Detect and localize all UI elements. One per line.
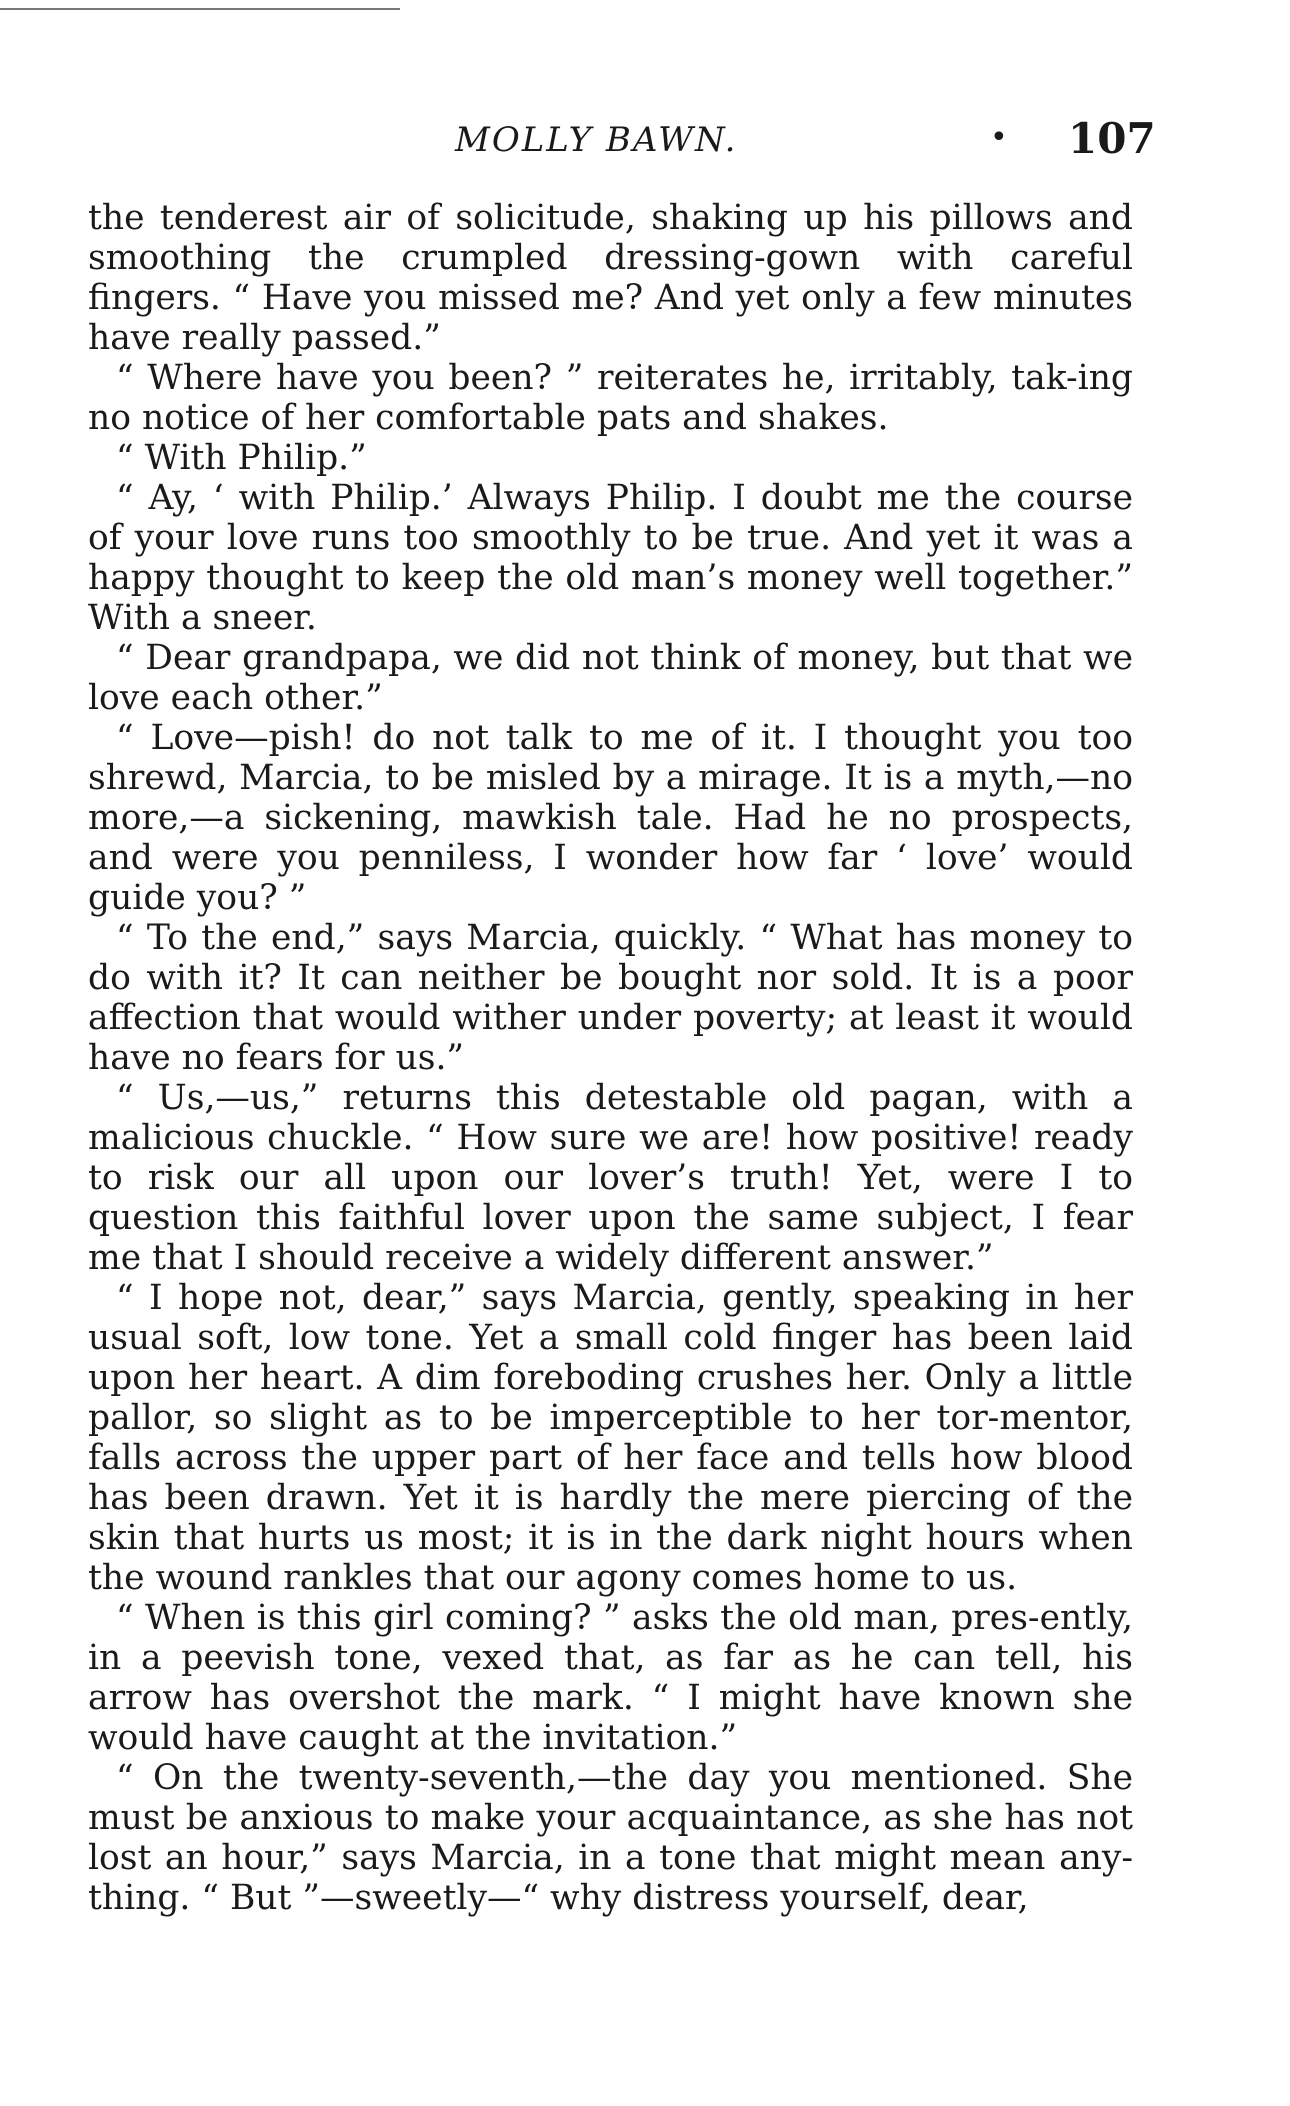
- paragraph: “ Love—pish! do not talk to me of it. I thought you too shrewd, Marcia, to be misled by a mirage. It is a myth,—no more,—a sickening, mawkish tale. Had he no prospects, and were you penniless, I wonder how far ‘ love’ would guide you? ”: [88, 718, 1133, 918]
- running-title: MOLLY BAWN.: [455, 120, 738, 160]
- paragraph: “ I hope not, dear,” says Marcia, gently, speaking in her usual soft, low tone. Yet a small cold finger has been laid upon her heart. A dim foreboding crushes her. Only a little pallor, so slight as to be imperceptible to her tor-mentor, falls across the upper part of her face and tells how blood has been drawn. Yet it is hardly the mere piercing of the skin that hurts us most; it is in the dark night hours when the wound rankles that our agony comes home to us.: [88, 1278, 1133, 1598]
- top-rule: [0, 8, 400, 10]
- paragraph: “ Where have you been? ” reiterates he, irritably, tak-ing no notice of her comfortable pats and shakes.: [88, 358, 1133, 438]
- page-header: [0, 114, 1156, 180]
- paragraph: “ Us,—us,” returns this detestable old pagan, with a malicious chuckle. “ How sure we are! how positive! ready to risk our all upon our lover’s truth! Yet, were I to question this faithful lover upon the same subject, I fear me that I should receive a widely different answer.”: [88, 1078, 1133, 1278]
- paragraph: “ When is this girl coming? ” asks the old man, pres-ently, in a peevish tone, vexed that, as far as he can tell, his arrow has overshot the mark. “ I might have known she would have caught at the invitation.”: [88, 1598, 1133, 1758]
- paragraph: the tenderest air of solicitude, shaking up his pillows and smoothing the crumpled dressing-gown with careful fingers. “ Have you missed me? And yet only a few minutes have really passed.”: [88, 198, 1133, 358]
- paragraph: “ On the twenty-seventh,—the day you mentioned. She must be anxious to make your acquaintance, as she has not lost an hour,” says Marcia, in a tone that might mean any-thing. “ But ”—sweetly—“ why distress yourself, dear,: [88, 1758, 1133, 1918]
- page-number: 107: [1068, 114, 1156, 163]
- paragraph: “ To the end,” says Marcia, quickly. “ What has money to do with it? It can neither be bought nor sold. It is a poor affection that would wither under poverty; at least it would have no fears for us.”: [88, 918, 1133, 1078]
- body-text: [88, 198, 1133, 1918]
- paragraph: “ Dear grandpapa, we did not think of money, but that we love each other.”: [88, 638, 1133, 718]
- header-bullet: •: [990, 120, 1008, 155]
- paragraph: “ With Philip.”: [116, 438, 367, 478]
- paragraph: “ Ay, ‘ with Philip.’ Always Philip. I doubt me the course of your love runs too smoothly to be true. And yet it was a happy thought to keep the old man’s money well together.” With a sneer.: [88, 478, 1133, 638]
